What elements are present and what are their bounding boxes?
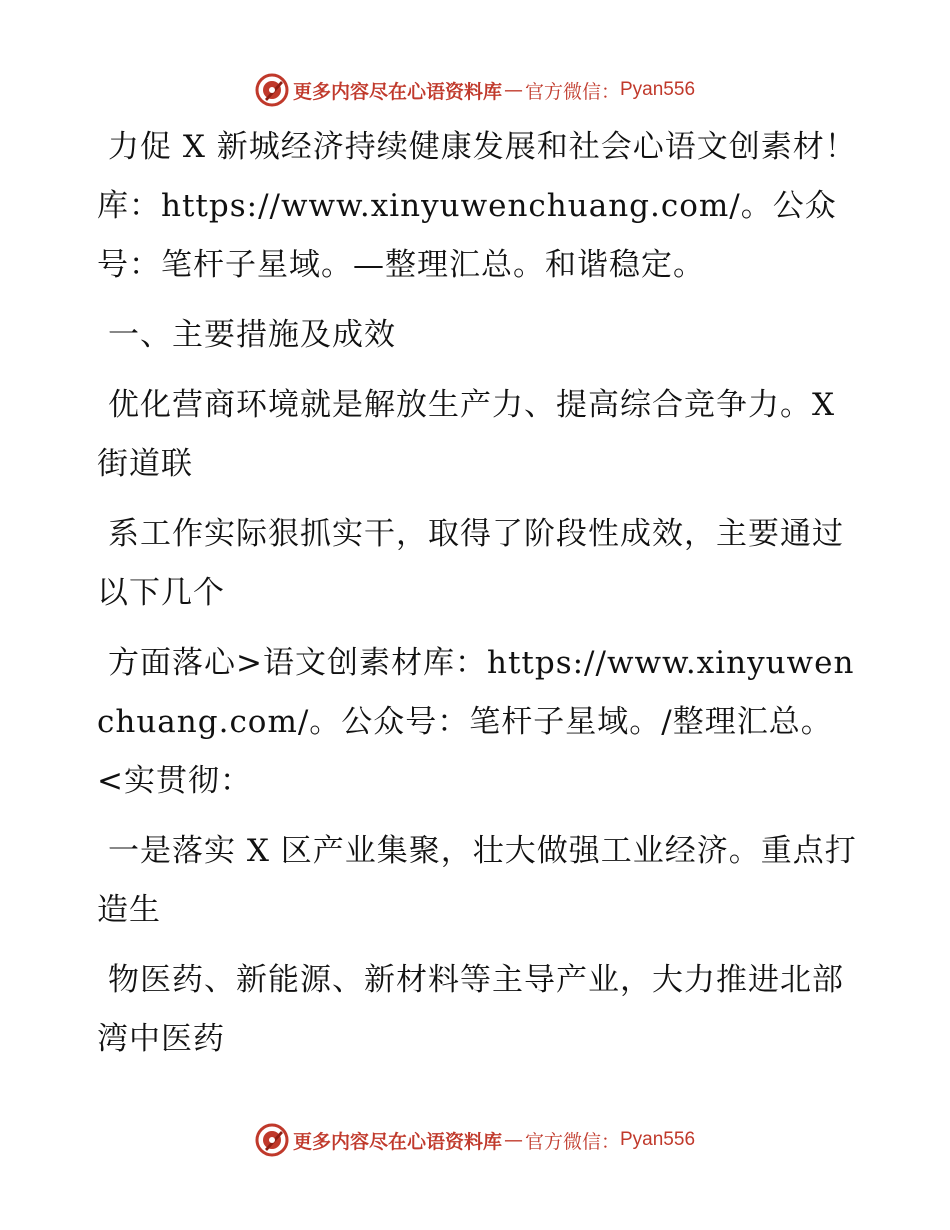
paragraph: 方面落心>语文创素材库：https://www.xinyuwenchuang.com/。公众号：笔杆子星域。/整理汇总。<实贯彻： — [97, 645, 855, 799]
paragraph: 一是落实 X 区产业集聚，壮大做强工业经济。重点打造生 — [97, 833, 857, 928]
banner-title: 更多内容尽在心语资料库 — [292, 1130, 502, 1153]
wechat-label: 官方微信： — [524, 1130, 620, 1153]
paragraph: 物医药、新能源、新材料等主导产业，大力推进北部湾中医药 — [97, 962, 844, 1057]
banner-title: 更多内容尽在心语资料库 — [292, 80, 502, 103]
paragraph: 系工作实际狠抓实干，取得了阶段性成效，主要通过以下几个 — [97, 516, 844, 611]
document-body — [97, 118, 857, 1080]
banner-separator: — — [503, 1129, 523, 1151]
wechat-label: 官方微信： — [524, 80, 620, 103]
banner-separator: — — [503, 79, 523, 101]
header-banner — [0, 70, 950, 110]
footer-banner — [0, 1120, 950, 1160]
section-heading: 一、主要措施及成效 — [108, 317, 396, 353]
wechat-id: Pyan556 — [620, 1129, 696, 1150]
wechat-id: Pyan556 — [620, 79, 696, 100]
pen-logo-icon — [255, 73, 289, 107]
paragraph: 优化营商环境就是解放生产力、提高综合竞争力。X 街道联 — [97, 387, 836, 482]
paragraph-intro: 力促 X 新城经济持续健康发展和社会心语文创素材！库：https://www.xinyuwenchuang.com/。公众号：笔杆子星域。—整理汇总。和谐稳定。 — [97, 129, 857, 283]
pen-logo-icon — [255, 1123, 289, 1157]
